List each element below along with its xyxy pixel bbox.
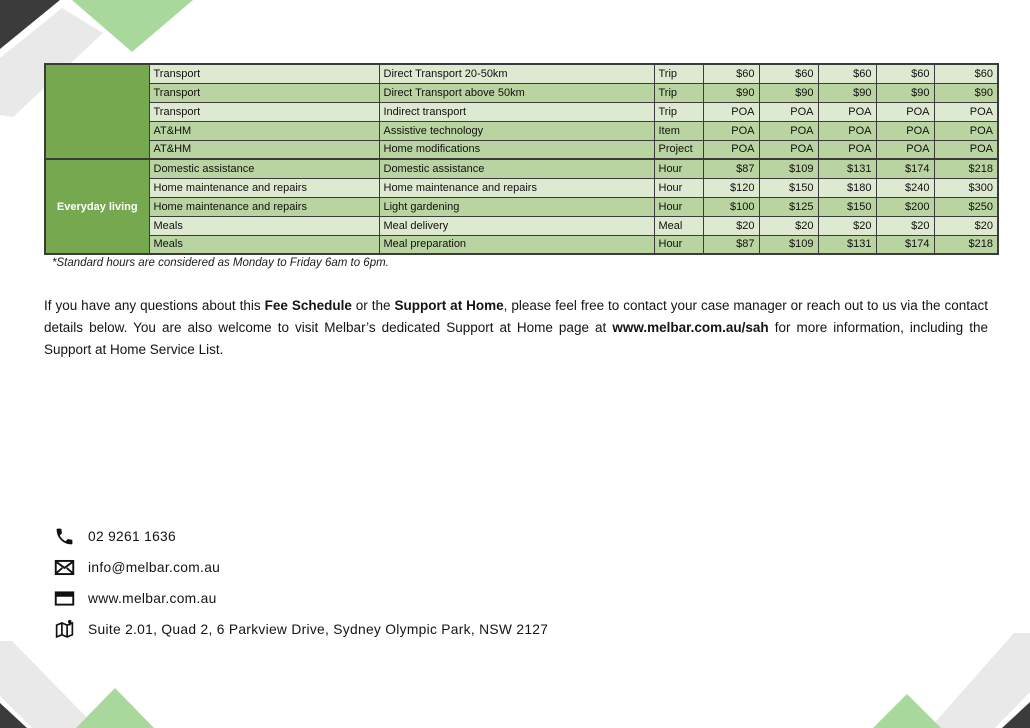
table-row bbox=[45, 83, 998, 102]
service-cell: Transport bbox=[149, 64, 379, 83]
price-cell: $150 bbox=[818, 197, 876, 216]
decor-bottom-right-gray-band bbox=[930, 633, 1030, 728]
price-cell: $240 bbox=[876, 178, 934, 197]
price-cell: $109 bbox=[759, 235, 818, 254]
decor-bottom-left-dark-triangle bbox=[0, 703, 27, 728]
phone-icon bbox=[53, 526, 75, 548]
fee-schedule-table bbox=[44, 63, 999, 255]
contact-item-phone bbox=[53, 521, 548, 552]
unit-cell: Project bbox=[654, 140, 703, 159]
price-cell: $180 bbox=[818, 178, 876, 197]
price-cell: $90 bbox=[934, 83, 998, 102]
price-cell: $20 bbox=[934, 216, 998, 235]
paragraph-segment: or the bbox=[351, 298, 395, 313]
description-cell: Meal preparation bbox=[379, 235, 654, 254]
price-cell: POA bbox=[934, 121, 998, 140]
description-cell: Indirect transport bbox=[379, 102, 654, 121]
email-address: info@melbar.com.au bbox=[88, 560, 221, 575]
paragraph-segment: , please feel free to contact your case manager or reach out to us via the contact details below. You are also welcome to visit Melbar’s dedicated Support at Home page at bbox=[44, 298, 988, 335]
description-cell: Direct Transport 20-50km bbox=[379, 64, 654, 83]
table-row bbox=[45, 140, 998, 159]
service-cell: Transport bbox=[149, 83, 379, 102]
price-cell: $131 bbox=[818, 159, 876, 178]
description-cell: Direct Transport above 50km bbox=[379, 83, 654, 102]
table-row bbox=[45, 216, 998, 235]
price-cell: $174 bbox=[876, 235, 934, 254]
website-url: www.melbar.com.au bbox=[88, 591, 217, 606]
price-cell: $200 bbox=[876, 197, 934, 216]
paragraph-segment: for more information, including the Support at Home Service List. bbox=[44, 320, 988, 357]
decor-bottom-left-green-triangle bbox=[76, 688, 154, 728]
website-icon bbox=[53, 588, 75, 610]
table-row bbox=[45, 121, 998, 140]
unit-cell: Trip bbox=[654, 102, 703, 121]
description-cell: Home maintenance and repairs bbox=[379, 178, 654, 197]
price-cell: POA bbox=[818, 102, 876, 121]
price-cell: $218 bbox=[934, 159, 998, 178]
price-cell: POA bbox=[759, 121, 818, 140]
contact-item-website bbox=[53, 583, 548, 614]
decor-top-left-dark-triangle bbox=[0, 0, 60, 49]
price-cell: $90 bbox=[759, 83, 818, 102]
unit-cell: Hour bbox=[654, 197, 703, 216]
price-cell: $20 bbox=[759, 216, 818, 235]
price-cell: $250 bbox=[934, 197, 998, 216]
description-cell: Domestic assistance bbox=[379, 159, 654, 178]
paragraph-segment: Fee Schedule bbox=[264, 298, 352, 313]
service-cell: Domestic assistance bbox=[149, 159, 379, 178]
price-cell: $60 bbox=[703, 64, 759, 83]
category-cell-blank bbox=[45, 64, 149, 159]
service-cell: Meals bbox=[149, 235, 379, 254]
service-cell: AT&HM bbox=[149, 121, 379, 140]
email-icon bbox=[53, 557, 75, 579]
price-cell: $90 bbox=[876, 83, 934, 102]
price-cell: POA bbox=[703, 121, 759, 140]
price-cell: $87 bbox=[703, 235, 759, 254]
price-cell: POA bbox=[703, 140, 759, 159]
price-cell: POA bbox=[934, 102, 998, 121]
unit-cell: Hour bbox=[654, 178, 703, 197]
unit-cell: Meal bbox=[654, 216, 703, 235]
table-row bbox=[45, 235, 998, 254]
category-cell-everyday-living: Everyday living bbox=[45, 159, 149, 254]
table-row bbox=[45, 102, 998, 121]
service-cell: AT&HM bbox=[149, 140, 379, 159]
price-cell: POA bbox=[818, 121, 876, 140]
map-icon bbox=[53, 619, 75, 641]
standard-hours-footnote: *Standard hours are considered as Monday to Friday 6am to 6pm. bbox=[52, 257, 389, 269]
decor-bottom-left-gray-band bbox=[0, 641, 97, 728]
description-cell: Home modifications bbox=[379, 140, 654, 159]
price-cell: $20 bbox=[876, 216, 934, 235]
intro-paragraph bbox=[44, 295, 988, 361]
price-cell: $20 bbox=[703, 216, 759, 235]
service-cell: Home maintenance and repairs bbox=[149, 178, 379, 197]
table-row bbox=[45, 197, 998, 216]
price-cell: $109 bbox=[759, 159, 818, 178]
contact-item-address bbox=[53, 614, 548, 645]
phone-number: 02 9261 1636 bbox=[88, 529, 176, 544]
price-cell: $300 bbox=[934, 178, 998, 197]
price-cell: POA bbox=[759, 102, 818, 121]
paragraph-segment: www.melbar.com.au/sah bbox=[612, 320, 769, 335]
price-cell: POA bbox=[703, 102, 759, 121]
decor-top-left-green-triangle bbox=[72, 0, 193, 52]
unit-cell: Hour bbox=[654, 235, 703, 254]
description-cell: Meal delivery bbox=[379, 216, 654, 235]
table-row bbox=[45, 178, 998, 197]
street-address: Suite 2.01, Quad 2, 6 Parkview Drive, Sydney Olympic Park, NSW 2127 bbox=[88, 622, 549, 637]
paragraph-segment: Support at Home bbox=[394, 298, 504, 313]
price-cell: $174 bbox=[876, 159, 934, 178]
price-cell: POA bbox=[818, 140, 876, 159]
price-cell: $120 bbox=[703, 178, 759, 197]
table-row bbox=[45, 159, 998, 178]
paragraph-segment: If you have any questions about this bbox=[44, 298, 265, 313]
price-cell: $150 bbox=[759, 178, 818, 197]
price-cell: $20 bbox=[818, 216, 876, 235]
price-cell: POA bbox=[934, 140, 998, 159]
price-cell: $60 bbox=[876, 64, 934, 83]
service-cell: Home maintenance and repairs bbox=[149, 197, 379, 216]
decor-bottom-right-green-triangle bbox=[873, 694, 941, 728]
service-cell: Transport bbox=[149, 102, 379, 121]
fee-table-body bbox=[45, 64, 998, 254]
price-cell: $218 bbox=[934, 235, 998, 254]
contact-list bbox=[53, 521, 548, 645]
price-cell: POA bbox=[759, 140, 818, 159]
price-cell: $90 bbox=[818, 83, 876, 102]
contact-item-email bbox=[53, 552, 548, 583]
price-cell: $60 bbox=[759, 64, 818, 83]
price-cell: $131 bbox=[818, 235, 876, 254]
unit-cell: Hour bbox=[654, 159, 703, 178]
unit-cell: Trip bbox=[654, 64, 703, 83]
price-cell: POA bbox=[876, 102, 934, 121]
price-cell: POA bbox=[876, 140, 934, 159]
price-cell: $90 bbox=[703, 83, 759, 102]
price-cell: $60 bbox=[934, 64, 998, 83]
price-cell: $125 bbox=[759, 197, 818, 216]
description-cell: Assistive technology bbox=[379, 121, 654, 140]
service-cell: Meals bbox=[149, 216, 379, 235]
unit-cell: Item bbox=[654, 121, 703, 140]
unit-cell: Trip bbox=[654, 83, 703, 102]
price-cell: $100 bbox=[703, 197, 759, 216]
decor-bottom-right-dark-triangle bbox=[1002, 702, 1030, 728]
table-row bbox=[45, 64, 998, 83]
description-cell: Light gardening bbox=[379, 197, 654, 216]
price-cell: $87 bbox=[703, 159, 759, 178]
price-cell: $60 bbox=[818, 64, 876, 83]
price-cell: POA bbox=[876, 121, 934, 140]
